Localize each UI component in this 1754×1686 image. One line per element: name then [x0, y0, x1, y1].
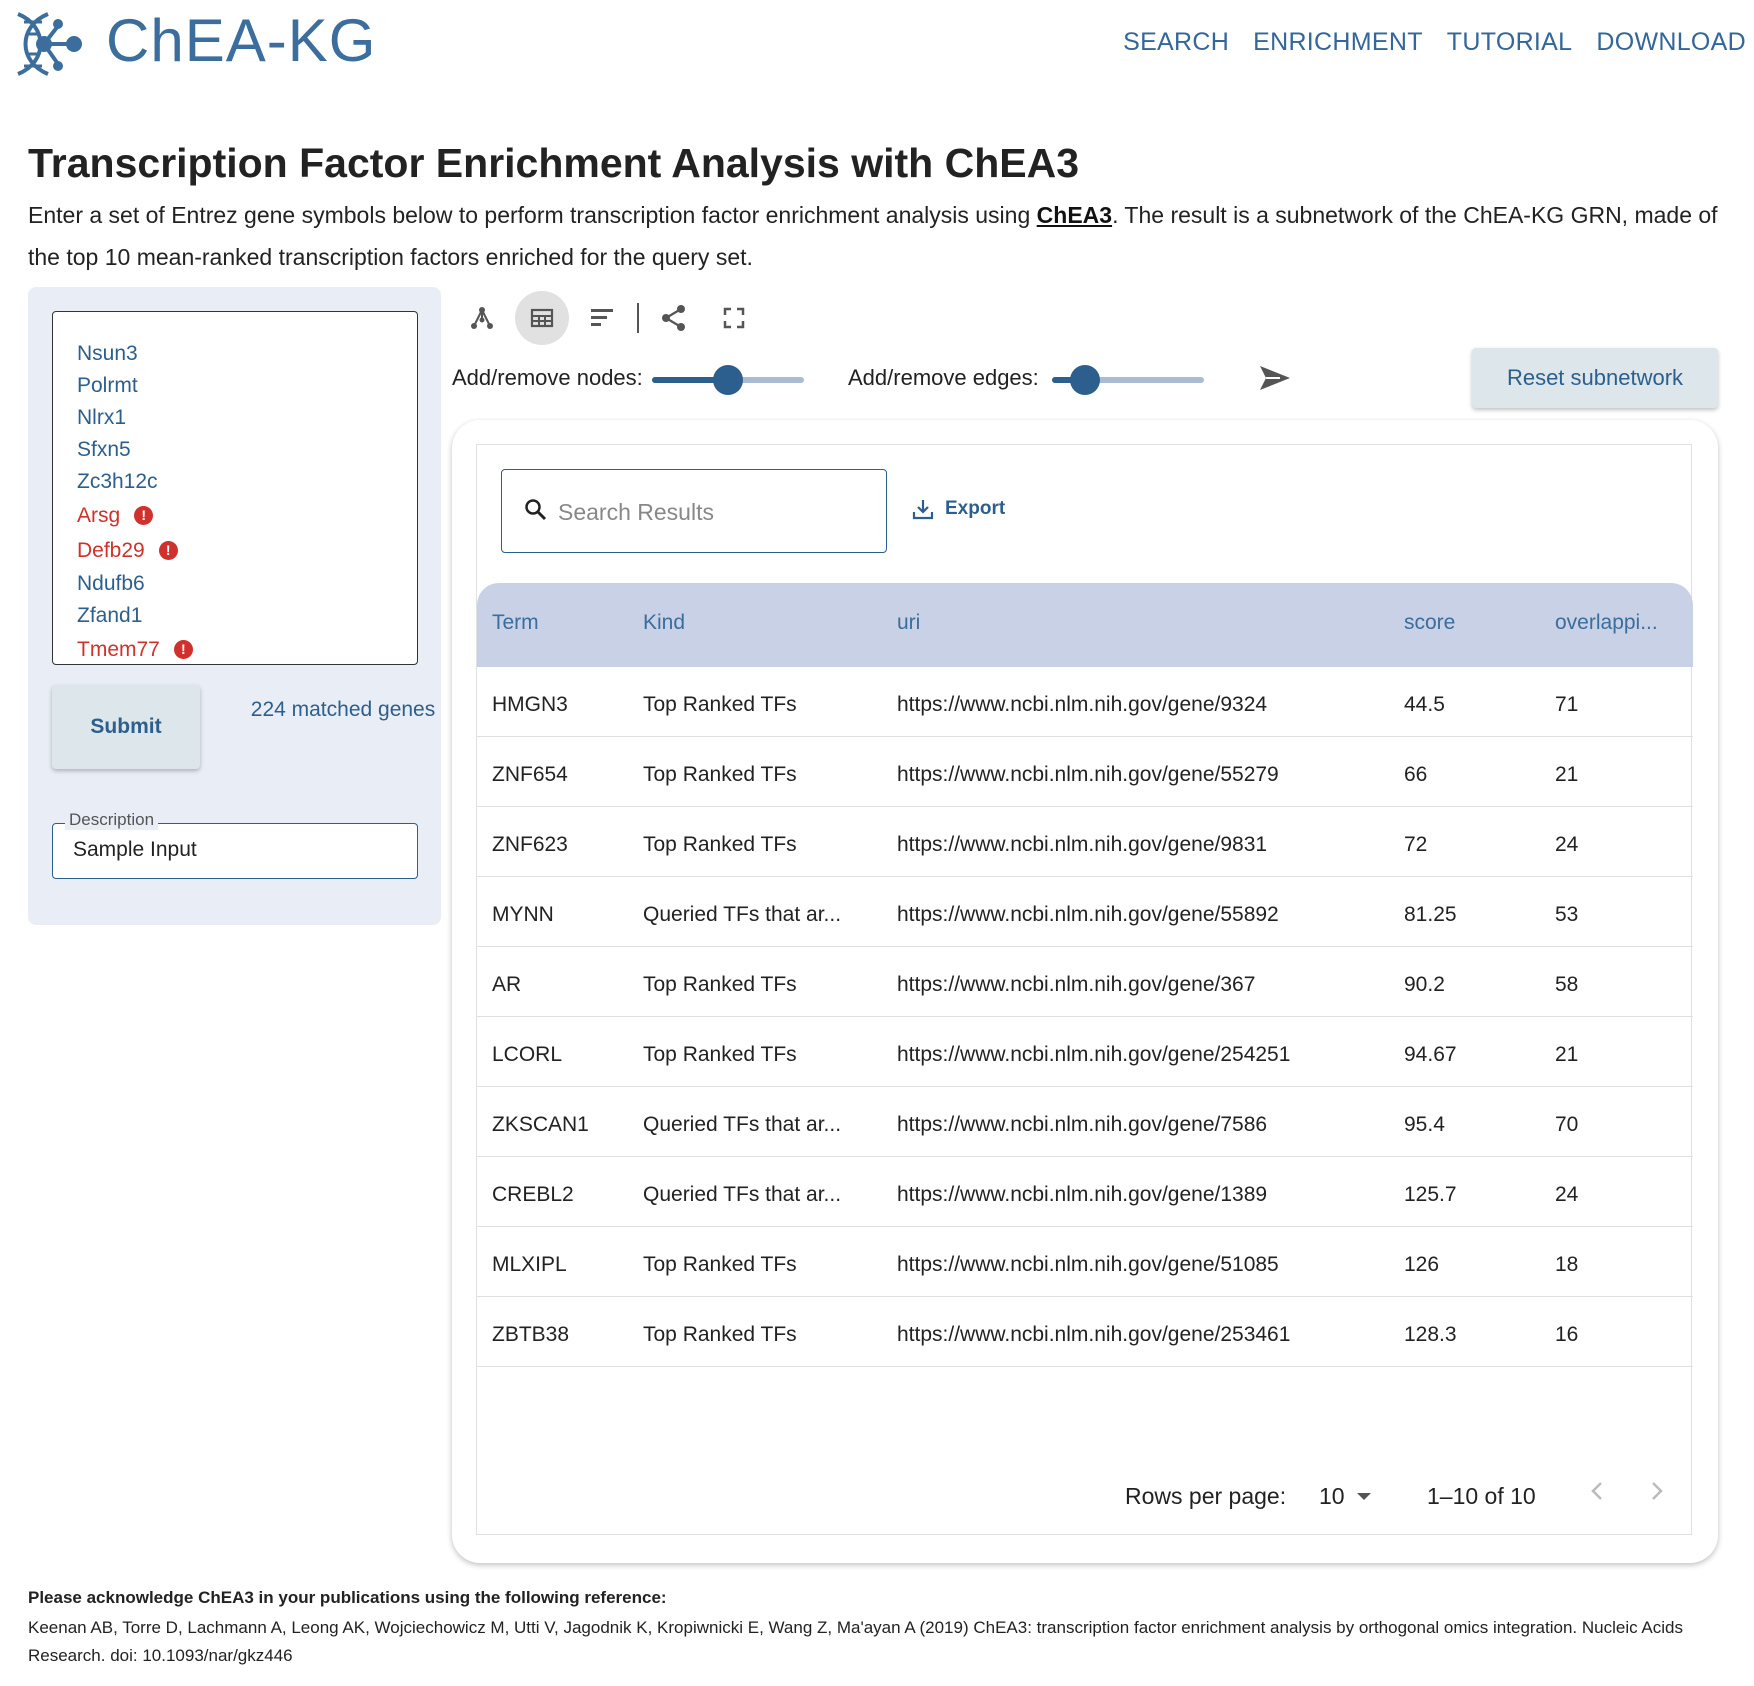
export-label: Export: [945, 498, 1006, 519]
gene-name: Nlrx1: [77, 406, 127, 429]
cell-overlap: 70: [1555, 1113, 1579, 1136]
table-row[interactable]: [477, 737, 1693, 807]
column-header-uri[interactable]: uri: [897, 611, 921, 634]
cell-overlap: 18: [1555, 1253, 1579, 1276]
table-view-icon: [530, 307, 554, 329]
search-results-field[interactable]: [501, 469, 887, 553]
gene-name: Arsg: [77, 503, 121, 527]
search-results-input[interactable]: [558, 494, 858, 530]
pagination-bar: [477, 1457, 1693, 1535]
error-icon[interactable]: !: [134, 506, 153, 525]
table-row[interactable]: [477, 1087, 1693, 1157]
cell-term: ZNF623: [492, 833, 568, 856]
cell-uri: https://www.ncbi.nlm.nih.gov/gene/9831: [897, 833, 1268, 856]
description-field[interactable]: [52, 810, 418, 879]
cell-score: 95.4: [1404, 1113, 1445, 1136]
table-row[interactable]: [477, 807, 1693, 877]
gene-entry: [77, 434, 417, 466]
cell-kind: Top Ranked TFs: [643, 1043, 797, 1066]
nav-search[interactable]: SEARCH: [1123, 28, 1230, 56]
rows-per-page-select[interactable]: 10: [1319, 1483, 1345, 1509]
edges-slider[interactable]: [1052, 377, 1204, 383]
reset-subnetwork-button[interactable]: Reset subnetwork: [1472, 348, 1718, 408]
error-icon[interactable]: !: [174, 640, 193, 659]
cell-term: ZKSCAN1: [492, 1113, 589, 1136]
search-icon: [524, 498, 548, 522]
send-icon[interactable]: [1258, 363, 1292, 393]
gene-entry-unmatched: [77, 632, 417, 667]
toolbar-divider: [637, 303, 639, 333]
gene-name: Polrmt: [77, 374, 138, 397]
results-data-grid: [476, 444, 1692, 1535]
column-header-score[interactable]: score: [1404, 611, 1456, 634]
gene-entry: [77, 338, 417, 370]
main-nav: [1123, 28, 1746, 57]
gene-name: Nsun3: [77, 342, 138, 365]
gene-input-panel: [28, 287, 441, 925]
cell-uri: https://www.ncbi.nlm.nih.gov/gene/254251: [897, 1043, 1291, 1066]
nav-tutorial[interactable]: TUTORIAL: [1446, 28, 1573, 56]
cell-overlap: 71: [1555, 693, 1579, 716]
cell-score: 94.67: [1404, 1043, 1457, 1066]
export-button[interactable]: [911, 497, 1005, 521]
cell-overlap: 53: [1555, 903, 1579, 926]
description-label: Description: [65, 810, 158, 830]
table-header: [477, 583, 1693, 667]
cell-overlap: 21: [1555, 763, 1579, 786]
cell-score: 125.7: [1404, 1183, 1457, 1206]
cell-kind: Top Ranked TFs: [643, 763, 797, 786]
cell-score: 128.3: [1404, 1323, 1457, 1346]
cell-overlap: 16: [1555, 1323, 1579, 1346]
edges-slider-label: Add/remove edges:: [848, 365, 1039, 390]
cell-score: 81.25: [1404, 903, 1457, 926]
cell-term: AR: [492, 973, 522, 996]
bar-chart-icon: [589, 306, 615, 330]
cell-kind: Queried TFs that ar...: [643, 1113, 842, 1136]
intro-text-before: Enter a set of Entrez gene symbols below to perform transcription factor enrichment analysis using: [28, 202, 1037, 228]
intro-text: [28, 194, 1728, 278]
table-view-button[interactable]: [515, 291, 569, 345]
view-toolbar: [455, 290, 767, 346]
cell-overlap: 24: [1555, 833, 1579, 856]
column-header-term[interactable]: Term: [492, 611, 539, 634]
cell-kind: Top Ranked TFs: [643, 833, 797, 856]
gene-name: Zc3h12c: [77, 470, 158, 493]
gene-entry: [77, 402, 417, 434]
gene-name: Sfxn5: [77, 438, 131, 461]
cell-kind: Queried TFs that ar...: [643, 1183, 842, 1206]
results-card: [452, 420, 1718, 1563]
chevron-left-icon[interactable]: [1587, 1479, 1607, 1503]
page-title: Transcription Factor Enrichment Analysis with ChEA3: [28, 140, 1080, 186]
cell-uri: https://www.ncbi.nlm.nih.gov/gene/9324: [897, 693, 1268, 716]
nav-download[interactable]: DOWNLOAD: [1596, 28, 1746, 56]
table-row[interactable]: [477, 947, 1693, 1017]
column-header-kind[interactable]: Kind: [643, 611, 686, 634]
cell-uri: https://www.ncbi.nlm.nih.gov/gene/253461: [897, 1323, 1291, 1346]
description-value: Sample Input: [73, 838, 197, 861]
chea3-link[interactable]: ChEA3: [1036, 202, 1113, 228]
gene-name: Zfand1: [77, 604, 143, 627]
gene-entry: [77, 370, 417, 402]
cell-uri: https://www.ncbi.nlm.nih.gov/gene/7586: [897, 1113, 1268, 1136]
fullscreen-button[interactable]: [707, 291, 761, 345]
table-row[interactable]: [477, 667, 1693, 737]
cell-score: 66: [1404, 763, 1428, 786]
nav-enrichment[interactable]: ENRICHMENT: [1253, 28, 1423, 56]
cell-term: CREBL2: [492, 1183, 574, 1206]
gene-name: Defb29: [77, 538, 145, 562]
cell-term: LCORL: [492, 1043, 563, 1066]
app-header: [0, 0, 1754, 100]
cell-uri: https://www.ncbi.nlm.nih.gov/gene/1389: [897, 1183, 1268, 1206]
cell-term: ZBTB38: [492, 1323, 570, 1346]
cell-uri: https://www.ncbi.nlm.nih.gov/gene/367: [897, 973, 1256, 996]
cell-kind: Top Ranked TFs: [643, 693, 797, 716]
cell-kind: Top Ranked TFs: [643, 1323, 797, 1346]
cell-term: HMGN3: [492, 693, 568, 716]
network-view-button[interactable]: [455, 291, 509, 345]
intro-text-after: . The result is a subnetwork of the ChEA-KG GRN, made of the top 10 mean-ranked transcription factors enriched for the query set.: [28, 202, 1718, 270]
bar-chart-view-button[interactable]: [575, 291, 629, 345]
fullscreen-icon: [723, 307, 745, 329]
column-header-overlapping[interactable]: overlappi...: [1555, 611, 1658, 634]
cell-uri: https://www.ncbi.nlm.nih.gov/gene/55279: [897, 763, 1279, 786]
gene-list-textarea[interactable]: [52, 311, 418, 665]
gene-entry: [77, 600, 417, 632]
rows-per-page-label: Rows per page:: [1125, 1483, 1287, 1509]
table-row[interactable]: [477, 1017, 1693, 1087]
cell-score: 44.5: [1404, 693, 1445, 716]
gene-entry: [77, 466, 417, 498]
dna-network-logo-icon[interactable]: [8, 8, 84, 80]
caret-down-icon[interactable]: [1357, 1493, 1371, 1500]
cell-term: MYNN: [492, 903, 554, 926]
gene-entry-unmatched: [77, 533, 417, 568]
citation-title: Please acknowledge ChEA3 in your publications using the following reference:: [28, 1588, 667, 1607]
share-button[interactable]: [647, 291, 701, 345]
cell-kind: Queried TFs that ar...: [643, 903, 842, 926]
cell-uri: https://www.ncbi.nlm.nih.gov/gene/51085: [897, 1253, 1279, 1276]
cell-kind: Top Ranked TFs: [643, 1253, 797, 1276]
share-icon: [660, 304, 688, 332]
nodes-slider-thumb[interactable]: [713, 365, 743, 395]
cell-term: ZNF654: [492, 763, 568, 786]
download-icon: [911, 497, 935, 521]
table-row[interactable]: [477, 1157, 1693, 1227]
table-row[interactable]: [477, 877, 1693, 947]
app-logo-text[interactable]: ChEA-KG: [106, 7, 377, 74]
cell-overlap: 24: [1555, 1183, 1579, 1206]
cell-uri: https://www.ncbi.nlm.nih.gov/gene/55892: [897, 903, 1279, 926]
citation-body: Keenan AB, Torre D, Lachmann A, Leong AK, Wojciechowicz M, Utti V, Jagodnik K, Kropiwnicki E, Wang Z, Ma'ayan A (2019) ChEA3: transcription factor enrichment analysis by orthogonal omics integration. Nucleic Acids Research. doi: 10.1093/nar/gkz446: [28, 1618, 1683, 1665]
cell-score: 90.2: [1404, 973, 1445, 996]
pagination-range: 1–10 of 10: [1427, 1483, 1536, 1509]
matched-genes-count: 224 matched genes: [250, 698, 436, 721]
chevron-right-icon[interactable]: [1647, 1479, 1667, 1503]
table-row[interactable]: [477, 1227, 1693, 1297]
gene-name: Ndufb6: [77, 572, 145, 595]
gene-entry-unmatched: [77, 498, 417, 533]
nodes-slider[interactable]: [652, 377, 804, 383]
cell-kind: Top Ranked TFs: [643, 973, 797, 996]
submit-button[interactable]: Submit: [52, 685, 200, 769]
network-view-icon: [469, 305, 495, 331]
error-icon[interactable]: !: [159, 541, 178, 560]
cell-term: MLXIPL: [492, 1253, 567, 1276]
edges-slider-thumb[interactable]: [1070, 365, 1100, 395]
cell-score: 126: [1404, 1253, 1440, 1276]
nodes-slider-label: Add/remove nodes:: [452, 365, 643, 390]
cell-score: 72: [1404, 833, 1428, 856]
gene-entry: [77, 568, 417, 600]
gene-name: Tmem77: [77, 637, 160, 661]
table-row[interactable]: [477, 1297, 1693, 1367]
cell-overlap: 21: [1555, 1043, 1579, 1066]
subnetwork-controls: [452, 355, 1722, 405]
cell-overlap: 58: [1555, 973, 1579, 996]
